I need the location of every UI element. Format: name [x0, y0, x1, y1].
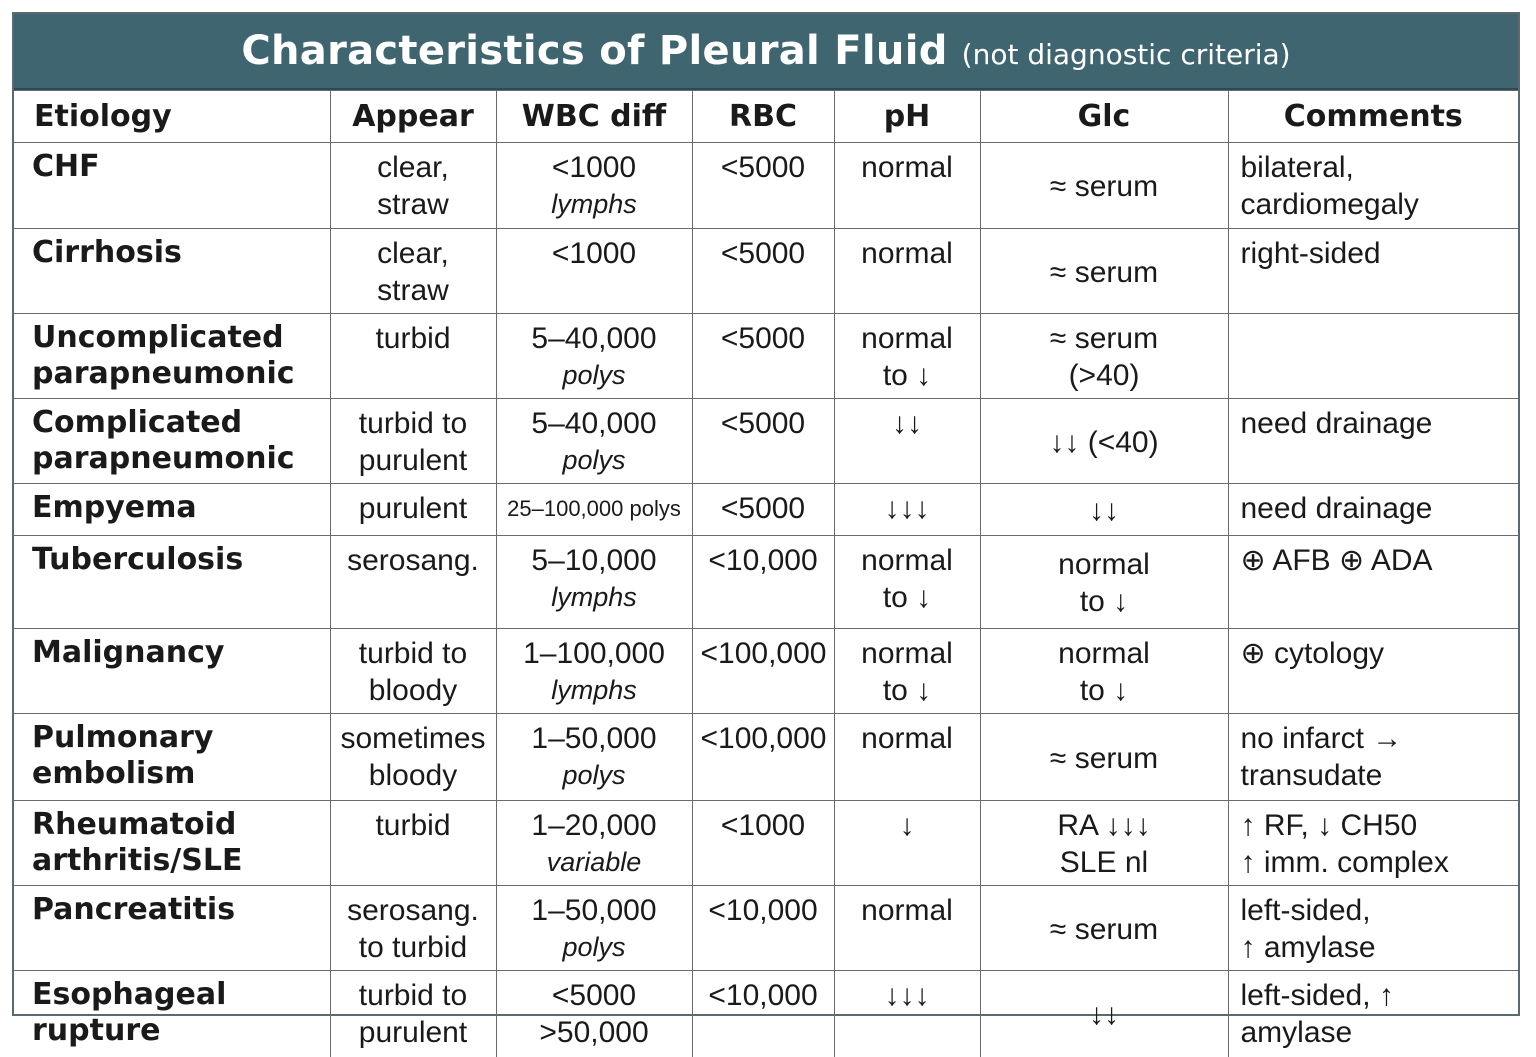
cell-line: ↓↓	[1089, 494, 1119, 527]
cell-comments	[1228, 629, 1518, 714]
cell-glc	[980, 629, 1228, 714]
cell-line: purulent	[358, 1016, 468, 1049]
cell-wbc-diff	[496, 801, 692, 886]
cell-glc	[980, 971, 1228, 1057]
wbc-count: <1000	[551, 237, 637, 270]
wbc-cell-type: lymphs	[551, 189, 637, 219]
col-header-appear: Appear	[330, 91, 496, 143]
cell-line: ↑ amylase	[1240, 931, 1376, 964]
cell-etiology	[14, 714, 330, 801]
cell-line: bloody	[368, 674, 458, 707]
cell-comments	[1228, 714, 1518, 801]
table-title: Characteristics of Pleural Fluid	[241, 28, 948, 74]
cell-line: transudate	[1240, 759, 1383, 792]
cell-line: need drainage	[1240, 492, 1433, 525]
wbc-cell-type: polys	[562, 360, 626, 390]
cell-line: Pancreatitis	[32, 892, 236, 927]
wbc-count: 5–40,000	[531, 322, 657, 355]
cell-line: normal	[861, 151, 953, 184]
cell-line: normal	[1058, 637, 1150, 670]
wbc-count: 5–40,000	[531, 407, 657, 440]
table-row	[14, 801, 1518, 886]
cell-line: ↑ imm. complex	[1240, 846, 1449, 879]
table-row	[14, 143, 1518, 229]
cell-line: to ↓	[882, 581, 932, 614]
pleural-fluid-table-card	[12, 12, 1520, 1049]
cell-glc	[980, 314, 1228, 399]
cell-etiology	[14, 801, 330, 886]
col-header-rbc: RBC	[692, 91, 834, 143]
cell-line: serosang.	[347, 544, 479, 577]
col-header-glc: Glc	[980, 91, 1228, 143]
wbc-count: 1–20,000	[531, 809, 657, 842]
cell-glc	[980, 536, 1228, 629]
cell-line: normal	[861, 894, 953, 927]
cell-line: bloody	[368, 759, 458, 792]
cell-line: ≈ serum	[1049, 170, 1159, 203]
cell-rbc	[692, 229, 834, 314]
col-header-wbc-diff: WBC diff	[496, 91, 692, 143]
cell-wbc-diff	[496, 143, 692, 229]
cell-line: left-sided, ↑ amylase	[1240, 979, 1394, 1049]
cell-line: normal	[861, 722, 953, 755]
cell-line: ↓↓	[892, 407, 922, 440]
cell-etiology	[14, 629, 330, 714]
cell-ph	[834, 714, 980, 801]
table-subtitle: (not diagnostic criteria)	[961, 37, 1291, 71]
wbc-count: <1000	[551, 151, 637, 184]
cell-line: ≈ serum	[1049, 322, 1159, 355]
cell-ph	[834, 143, 980, 229]
cell-line: ⊕ cytology	[1240, 637, 1385, 670]
wbc-cell-type: polys	[562, 760, 626, 790]
cell-appear	[330, 629, 496, 714]
wbc-count: 25–100,000 polys	[507, 496, 681, 521]
wbc-count: 5–10,000	[531, 544, 657, 577]
cell-line: right-sided	[1240, 237, 1381, 270]
cell-rbc	[692, 399, 834, 484]
cell-line: ↓↓ (<40)	[1049, 425, 1159, 459]
wbc-cell-type: lymphs	[551, 675, 637, 705]
rbc-count: <10,000	[708, 544, 818, 577]
cell-line: arthritis/SLE	[32, 843, 243, 878]
cell-wbc-diff	[496, 714, 692, 801]
rbc-count: <5000	[720, 151, 806, 184]
cell-comments	[1228, 536, 1518, 629]
cell-ph	[834, 229, 980, 314]
cell-line: to turbid	[358, 931, 468, 964]
cell-rbc	[692, 143, 834, 229]
table-body	[14, 143, 1518, 1057]
cell-etiology	[14, 143, 330, 229]
cell-glc	[980, 484, 1228, 536]
cell-glc	[980, 143, 1228, 229]
cell-line: ≈ serum	[1049, 912, 1159, 946]
cell-rbc	[692, 484, 834, 536]
rbc-count: <5000	[720, 407, 806, 440]
table-row	[14, 971, 1518, 1057]
table-row	[14, 714, 1518, 801]
cell-rbc	[692, 801, 834, 886]
cell-glc	[980, 714, 1228, 801]
wbc-count: 1–50,000	[531, 722, 657, 755]
cell-line: ≈ serum	[1049, 741, 1159, 775]
cell-appear	[330, 536, 496, 629]
cell-line: normal	[861, 544, 953, 577]
cell-glc	[980, 801, 1228, 886]
cell-line: ↓↓↓	[884, 979, 930, 1012]
rbc-count: <100,000	[700, 637, 827, 670]
wbc-cell-type: lymphs	[551, 582, 637, 612]
cell-line: ↓↓↓	[884, 492, 930, 525]
cell-wbc-diff	[496, 536, 692, 629]
cell-comments	[1228, 399, 1518, 484]
cell-appear	[330, 484, 496, 536]
wbc-count: 1–100,000	[523, 637, 665, 670]
cell-line: ↓	[899, 809, 915, 842]
cell-line: clear,	[377, 151, 449, 184]
cell-ph	[834, 314, 980, 399]
cell-line: SLE nl	[1059, 846, 1149, 879]
cell-line: Cirrhosis	[32, 235, 182, 270]
col-header-etiology: Etiology	[14, 91, 330, 143]
col-header-comments: Comments	[1228, 91, 1518, 143]
cell-appear	[330, 714, 496, 801]
cell-line: Tuberculosis	[32, 542, 244, 577]
cell-glc	[980, 229, 1228, 314]
cell-appear	[330, 229, 496, 314]
cell-glc	[980, 886, 1228, 971]
cell-line: Malignancy	[32, 635, 225, 670]
cell-line: no infarct →	[1240, 722, 1403, 755]
cell-line: straw	[377, 188, 449, 221]
cell-line: turbid to	[358, 979, 468, 1012]
cell-line: normal	[861, 322, 953, 355]
cell-rbc	[692, 314, 834, 399]
table-row	[14, 536, 1518, 629]
cell-line: to ↓	[882, 359, 932, 392]
cell-appear	[330, 971, 496, 1057]
cell-rbc	[692, 886, 834, 971]
cell-line: ⊕ AFB ⊕ ADA	[1240, 544, 1433, 577]
cell-line: turbid to	[358, 637, 468, 670]
rbc-count: <1000	[720, 809, 806, 842]
cell-line: Pulmonary	[32, 720, 214, 755]
cell-line: (>40)	[1068, 359, 1140, 392]
cell-etiology	[14, 536, 330, 629]
cell-rbc	[692, 714, 834, 801]
cell-ph	[834, 399, 980, 484]
wbc-cell-type: >50,000	[539, 1016, 649, 1049]
cell-ph	[834, 484, 980, 536]
table-row	[14, 314, 1518, 399]
cell-line: bilateral, cardiomegaly	[1240, 151, 1419, 221]
cell-line: RA ↓↓↓	[1057, 809, 1151, 842]
cell-line: to ↓	[1079, 674, 1129, 707]
cell-line: purulent	[358, 492, 468, 525]
cell-line: ↓↓	[1089, 998, 1119, 1032]
cell-wbc-diff	[496, 886, 692, 971]
table-row	[14, 484, 1518, 536]
cell-ph	[834, 886, 980, 971]
cell-comments	[1228, 801, 1518, 886]
cell-comments	[1228, 886, 1518, 971]
wbc-count: <5000	[551, 979, 637, 1012]
cell-wbc-diff	[496, 399, 692, 484]
cell-line: turbid	[375, 322, 451, 355]
cell-ph	[834, 801, 980, 886]
cell-appear	[330, 314, 496, 399]
rbc-count: <5000	[720, 322, 806, 355]
cell-line: parapneumonic	[32, 356, 295, 391]
cell-line: ≈ serum	[1049, 255, 1159, 289]
cell-wbc-diff	[496, 971, 692, 1057]
cell-ph	[834, 536, 980, 629]
cell-line: serosang.	[347, 894, 479, 927]
wbc-cell-type: polys	[562, 445, 626, 475]
cell-line: normal	[1058, 548, 1150, 581]
cell-wbc-diff	[496, 484, 692, 536]
cell-line: Complicated	[32, 405, 243, 440]
cell-ph	[834, 629, 980, 714]
cell-comments	[1228, 314, 1518, 399]
cell-wbc-diff	[496, 229, 692, 314]
wbc-cell-type: variable	[546, 847, 642, 877]
cell-etiology	[14, 314, 330, 399]
cell-line: Esophageal rupture	[32, 977, 227, 1048]
cell-comments	[1228, 143, 1518, 229]
header-row	[14, 91, 1518, 143]
cell-etiology	[14, 399, 330, 484]
cell-line: Rheumatoid	[32, 807, 237, 842]
cell-line: normal	[861, 237, 953, 270]
cell-line: turbid	[375, 809, 451, 842]
rbc-count: <10,000	[708, 894, 818, 927]
rbc-count: <100,000	[700, 722, 827, 755]
cell-rbc	[692, 536, 834, 629]
title-bar	[14, 14, 1518, 90]
cell-appear	[330, 801, 496, 886]
cell-wbc-diff	[496, 314, 692, 399]
cell-line: Empyema	[32, 490, 197, 525]
cell-line: Uncomplicated	[32, 320, 284, 355]
cell-etiology	[14, 229, 330, 314]
cell-line: parapneumonic	[32, 441, 295, 476]
table-row	[14, 399, 1518, 484]
cell-line: to ↓	[1079, 585, 1129, 618]
table-row	[14, 886, 1518, 971]
cell-line: purulent	[358, 444, 468, 477]
rbc-count: <5000	[720, 237, 806, 270]
pleural-fluid-table	[14, 90, 1518, 1057]
cell-etiology	[14, 971, 330, 1057]
cell-line: left-sided,	[1240, 894, 1371, 927]
cell-appear	[330, 143, 496, 229]
cell-ph	[834, 971, 980, 1057]
cell-rbc	[692, 971, 834, 1057]
cell-comments	[1228, 229, 1518, 314]
cell-appear	[330, 886, 496, 971]
col-header-ph: pH	[834, 91, 980, 143]
cell-line: turbid to	[358, 407, 468, 440]
cell-comments	[1228, 484, 1518, 536]
cell-line: clear, straw	[377, 237, 449, 307]
cell-line: need drainage	[1240, 407, 1433, 440]
table-row	[14, 229, 1518, 314]
cell-line: to ↓	[882, 674, 932, 707]
cell-line: sometimes	[340, 722, 486, 755]
wbc-count: 1–50,000	[531, 894, 657, 927]
wbc-cell-type: polys	[562, 932, 626, 962]
rbc-count: <5000	[720, 492, 806, 525]
cell-wbc-diff	[496, 629, 692, 714]
cell-etiology	[14, 886, 330, 971]
cell-line: embolism	[32, 756, 196, 791]
cell-glc	[980, 399, 1228, 484]
table-row	[14, 629, 1518, 714]
cell-line: normal	[861, 637, 953, 670]
rbc-count: <10,000	[708, 979, 818, 1012]
cell-rbc	[692, 629, 834, 714]
cell-etiology	[14, 484, 330, 536]
cell-line: CHF	[32, 149, 100, 184]
cell-comments	[1228, 971, 1518, 1057]
cell-appear	[330, 399, 496, 484]
cell-line: ↑ RF, ↓ CH50	[1240, 809, 1418, 842]
